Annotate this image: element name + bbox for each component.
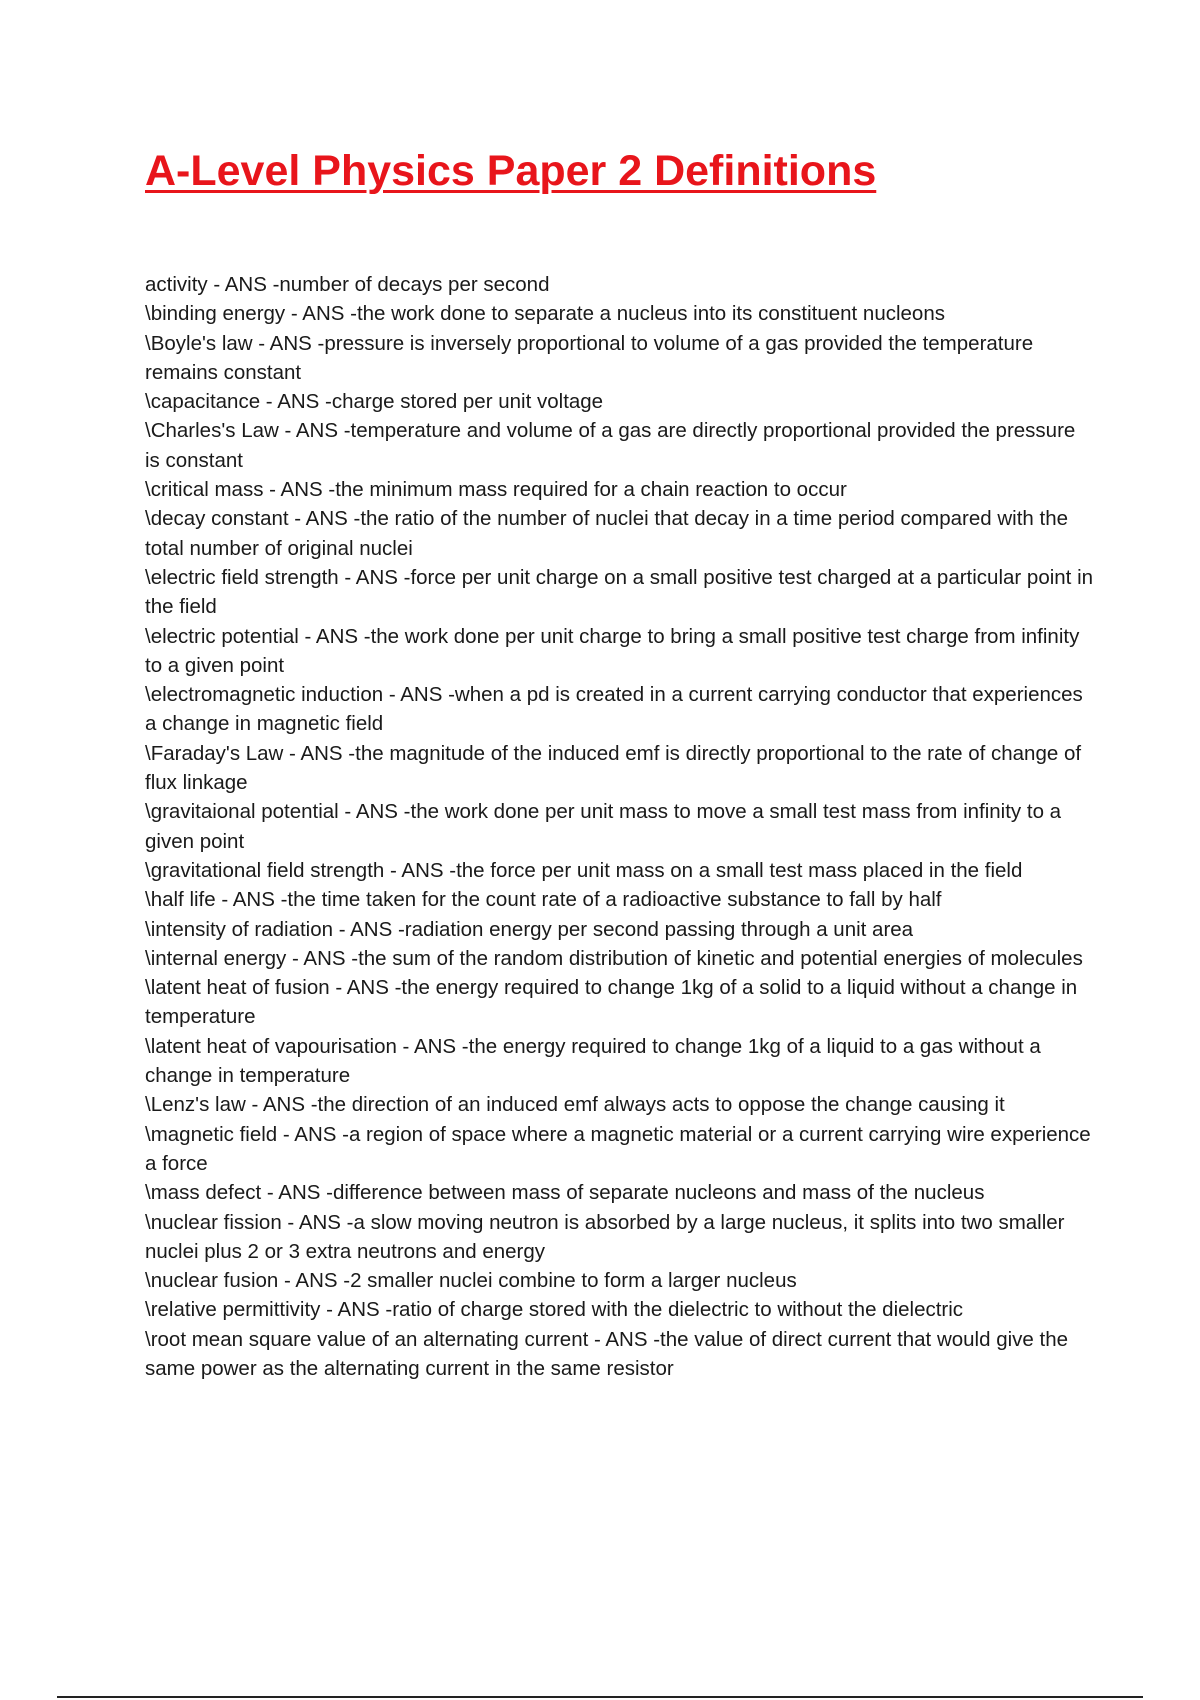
definitions-list: [145, 270, 1095, 1383]
definition-item: \electromagnetic induction - ANS -when a pd is created in a current carrying conductor that experiences a change in magnetic field: [145, 683, 1083, 736]
footer-divider: [57, 1696, 1143, 1698]
definition-item: \binding energy - ANS -the work done to separate a nucleus into its constituent nucleons: [145, 302, 945, 326]
definition-item: \nuclear fusion - ANS -2 smaller nuclei combine to form a larger nucleus: [145, 1269, 797, 1293]
definition-item: \magnetic field - ANS -a region of space where a magnetic material or a current carrying wire experience a force: [145, 1122, 1091, 1175]
definition-item: \gravitational field strength - ANS -the force per unit mass on a small test mass placed in the field: [145, 858, 1023, 882]
definition-item: \latent heat of fusion - ANS -the energy required to change 1kg of a solid to a liquid without a change in temperature: [145, 976, 1078, 1029]
definition-item: \Charles's Law - ANS -temperature and volume of a gas are directly proportional provided the pressure is constant: [145, 419, 1076, 472]
definition-item: \decay constant - ANS -the ratio of the number of nuclei that decay in a time period compared with the total number of original nuclei: [145, 507, 1069, 560]
definition-item: \root mean square value of an alternating current - ANS -the value of direct current that would give the same power as the alternating current in the same resistor: [145, 1327, 1069, 1380]
definition-item: \Faraday's Law - ANS -the magnitude of the induced emf is directly proportional to the rate of change of flux linkage: [145, 741, 1082, 795]
definition-item: \capacitance - ANS -charge stored per unit voltage: [145, 390, 604, 414]
definition-item: \mass defect - ANS -difference between mass of separate nucleons and mass of the nucleus: [145, 1181, 985, 1205]
definition-item: activity - ANS -number of decays per second: [145, 273, 550, 296]
definition-item: \critical mass - ANS -the minimum mass required for a chain reaction to occur: [145, 478, 847, 502]
definition-item: \electric potential - ANS -the work done per unit charge to bring a small positive test charge from infinity to a given point: [145, 624, 1080, 677]
definition-item: \Boyle's law - ANS -pressure is inversely proportional to volume of a gas provided the temperature remains constant: [145, 331, 1034, 384]
definition-item: \intensity of radiation - ANS -radiation energy per second passing through a unit area: [145, 917, 914, 941]
definition-item: \nuclear fission - ANS -a slow moving neutron is absorbed by a large nucleus, it splits into two smaller nuclei plus 2 or 3 extra neutrons and energy: [145, 1210, 1065, 1263]
definition-item: \internal energy - ANS -the sum of the random distribution of kinetic and potential energies of molecules: [145, 946, 1083, 970]
definition-item: \gravitaional potential - ANS -the work done per unit mass to move a small test mass from infinity to a given point: [145, 800, 1062, 853]
page-title: A-Level Physics Paper 2 Definitions: [145, 147, 877, 195]
definition-item: \relative permittivity - ANS -ratio of charge stored with the dielectric to without the dielectric: [145, 1298, 964, 1322]
definition-item: \Lenz's law - ANS -the direction of an induced emf always acts to oppose the change causing it: [145, 1093, 1005, 1117]
definition-item: \electric field strength - ANS -force per unit charge on a small positive test charged at a particular point in the field: [145, 565, 1094, 619]
definition-item: \half life - ANS -the time taken for the count rate of a radioactive substance to fall by half: [145, 888, 942, 912]
definition-item: \latent heat of vapourisation - ANS -the energy required to change 1kg of a liquid to a gas without a change in temperature: [145, 1034, 1041, 1088]
